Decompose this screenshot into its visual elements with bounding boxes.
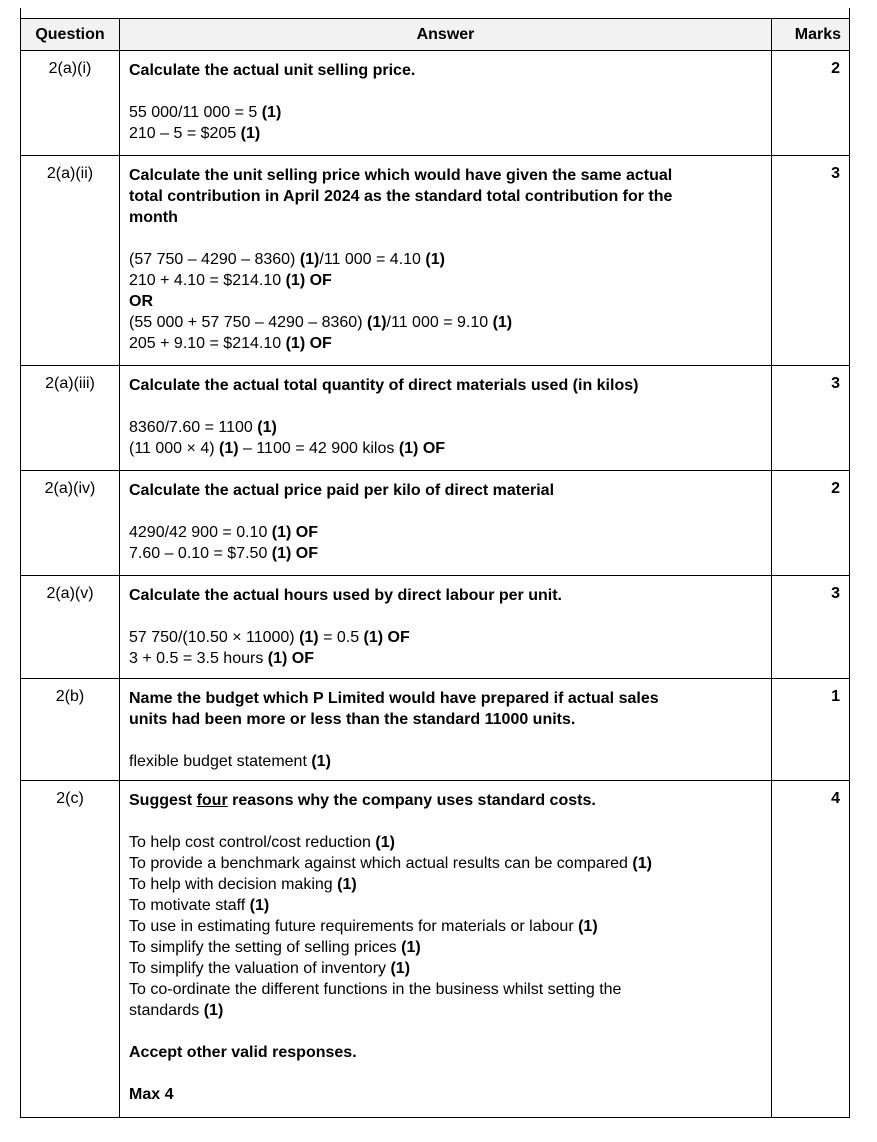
answer-text: To provide a benchmark against which actual results can be compared: [129, 855, 633, 872]
marks-column-header: Marks: [794, 25, 841, 43]
question-number: 2(a)(ii): [21, 156, 120, 365]
question-number: 2(a)(iii): [21, 366, 120, 470]
answer-text: (57 750 – 4290 – 8360): [129, 251, 300, 268]
table-top-edge: [20, 8, 850, 18]
table-row: [21, 780, 849, 1117]
answer-line: [129, 937, 762, 958]
question-number: 2(a)(v): [21, 576, 120, 678]
question-number: 2(b): [21, 679, 120, 780]
answer-line: [129, 1000, 762, 1021]
table-row: [21, 678, 849, 780]
question-number: 2(a)(iv): [21, 471, 120, 575]
answer-text-bold: Calculate the actual total quantity of direct materials used (in kilos): [129, 377, 639, 394]
answer-line: [129, 853, 762, 874]
answer-text: To motivate staff: [129, 897, 250, 914]
answer-text-bold: (1): [401, 939, 421, 956]
answer-text-bold: (1): [311, 753, 331, 770]
mark-scheme-table: [20, 18, 850, 1118]
answer-text: (11 000 × 4): [129, 440, 219, 457]
answer-line: [129, 606, 762, 627]
answer-line: [129, 228, 762, 249]
marks-value: 3: [831, 585, 840, 602]
answer-text-bold: four: [196, 792, 228, 809]
answer-line: [129, 895, 762, 916]
answer-text: 210 – 5 = $205: [129, 125, 241, 142]
answer-line: [129, 585, 762, 606]
answer-line: [129, 123, 762, 144]
answer-line: [129, 688, 762, 709]
answer-text: flexible budget statement: [129, 753, 312, 770]
answer-text-bold: (1): [375, 834, 395, 851]
answer-line: [129, 480, 762, 501]
answer-text-bold: (1): [425, 251, 445, 268]
answer-text-bold: (1): [366, 314, 387, 331]
answer-text-bold: (1) OF: [271, 545, 319, 562]
answer-text: To simplify the setting of selling prices: [129, 939, 402, 956]
answer-text: To co-ordinate the different functions in the business whilst setting the: [129, 981, 622, 998]
answer-cell: [120, 576, 772, 678]
answer-line: [129, 165, 762, 186]
table-row: [21, 155, 849, 365]
answer-line: [129, 1021, 762, 1042]
marks-value: 3: [831, 165, 840, 182]
answer-text: 3 + 0.5 = 3.5 hours: [129, 650, 268, 667]
answer-line: [129, 790, 762, 811]
answer-text: standards: [129, 1002, 204, 1019]
answer-text: 4290/42 900 = 0.10: [129, 524, 272, 541]
answer-line: [129, 291, 762, 312]
answer-cell: [120, 51, 772, 155]
answer-text-bold: (1): [240, 125, 261, 142]
answer-line: [129, 751, 762, 772]
answer-line: [129, 543, 762, 564]
answer-text-bold: (1): [218, 440, 239, 457]
answer-text-bold: (1) OF: [271, 524, 319, 541]
answer-line: [129, 811, 762, 832]
answer-line: [129, 916, 762, 937]
answer-line: [129, 270, 762, 291]
answer-text-bold: (1) OF: [363, 629, 410, 646]
answer-line: [129, 81, 762, 102]
answer-line: [129, 60, 762, 81]
answer-text: To simplify the valuation of inventory: [129, 960, 391, 977]
answer-text-bold: total contribution in April 2024 as the standard total contribution for the: [129, 188, 673, 205]
answer-text-bold: (1): [492, 314, 513, 331]
table-row: [21, 365, 849, 470]
answer-cell: [120, 679, 772, 780]
answer-line: [129, 396, 762, 417]
answer-text: /11 000 = 4.10: [319, 251, 426, 268]
answer-text: To use in estimating future requirements for materials or labour: [129, 918, 579, 935]
answer-cell: [120, 156, 772, 365]
answer-line: [129, 501, 762, 522]
answer-text: = 0.5: [318, 629, 364, 646]
answer-text-bold: (1): [257, 419, 277, 436]
answer-line: [129, 249, 762, 270]
answer-text-bold: Max 4: [129, 1086, 174, 1103]
answer-text: 7.60 – 0.10 = $7.50: [129, 545, 272, 562]
table-row: [21, 575, 849, 678]
question-number: 2(c): [21, 781, 120, 1117]
answer-column-header: Answer: [120, 19, 772, 50]
answer-text: – 1100 = 42 900 kilos: [238, 440, 399, 457]
answer-line: [129, 627, 762, 648]
answer-line: [129, 1084, 762, 1105]
answer-text: 210 + 4.10 = $214.10: [129, 272, 286, 289]
answer-text-bold: (1): [299, 629, 319, 646]
answer-text-bold: Calculate the actual hours used by direct labour per unit.: [129, 587, 562, 604]
answer-text-bold: reasons why the company uses standard costs.: [227, 792, 596, 809]
answer-line: [129, 958, 762, 979]
answer-text-bold: (1): [261, 104, 282, 121]
answer-line: [129, 375, 762, 396]
marks-value: 4: [831, 790, 840, 807]
answer-cell: [120, 366, 772, 470]
answer-text-bold: (1): [390, 960, 411, 977]
answer-text-bold: (1) OF: [398, 440, 446, 457]
answer-text-bold: (1): [632, 855, 652, 872]
answer-line: [129, 186, 762, 207]
answer-line: [129, 832, 762, 853]
table-row: [21, 50, 849, 155]
answer-text: 205 + 9.10 = $214.10: [129, 335, 286, 352]
answer-cell: [120, 471, 772, 575]
answer-line: [129, 522, 762, 543]
answer-line: [129, 730, 762, 751]
answer-text-bold: (1): [299, 251, 320, 268]
answer-line: [129, 648, 762, 669]
marks-value: 3: [831, 375, 840, 392]
answer-text-bold: units had been more or less than the standard 11000 units.: [129, 711, 576, 728]
answer-cell: [120, 781, 772, 1117]
answer-text-bold: Accept other valid responses.: [129, 1044, 357, 1061]
answer-line: [129, 874, 762, 895]
answer-text-bold: (1): [203, 1002, 224, 1019]
answer-text: /11 000 = 9.10: [386, 314, 493, 331]
answer-text-bold: Calculate the unit selling price which would have given the same actual: [129, 167, 673, 184]
answer-line: [129, 333, 762, 354]
answer-line: [129, 709, 762, 730]
answer-line: [129, 1063, 762, 1084]
answer-text: 8360/7.60 = 1100: [129, 419, 258, 436]
answer-text-bold: (1) OF: [285, 272, 332, 289]
answer-text: To help cost control/cost reduction: [129, 834, 376, 851]
answer-text-bold: Name the budget which P Limited would have prepared if actual sales: [129, 690, 659, 707]
question-number: 2(a)(i): [21, 51, 120, 155]
answer-text-bold: (1): [578, 918, 598, 935]
answer-text: 57 750/(10.50 × 11000): [129, 629, 300, 646]
answer-text-bold: OR: [129, 293, 153, 310]
marks-value: 2: [831, 60, 840, 77]
answer-line: [129, 979, 762, 1000]
answer-text-bold: (1): [337, 876, 357, 893]
answer-text: 55 000/11 000 = 5: [129, 104, 262, 121]
answer-line: [129, 438, 762, 459]
answer-line: [129, 312, 762, 333]
marks-value: 2: [831, 480, 840, 497]
answer-line: [129, 417, 762, 438]
marks-value: 1: [831, 688, 840, 705]
answer-text-bold: month: [129, 209, 178, 226]
answer-line: [129, 102, 762, 123]
answer-line: [129, 207, 762, 228]
answer-line: [129, 1042, 762, 1063]
table-body: [21, 50, 849, 1117]
answer-text-bold: (1): [249, 897, 270, 914]
answer-text-bold: Calculate the actual price paid per kilo of direct material: [129, 482, 555, 499]
answer-text: To help with decision making: [129, 876, 338, 893]
answer-text: (55 000 + 57 750 – 4290 – 8360): [129, 314, 367, 331]
answer-text-bold: (1) OF: [267, 650, 314, 667]
table-header-row: [21, 18, 849, 50]
answer-text-bold: (1) OF: [285, 335, 332, 352]
answer-text-bold: Suggest: [129, 792, 197, 809]
question-column-header: Question: [21, 19, 120, 50]
answer-text-bold: Calculate the actual unit selling price.: [129, 62, 416, 79]
table-row: [21, 470, 849, 575]
